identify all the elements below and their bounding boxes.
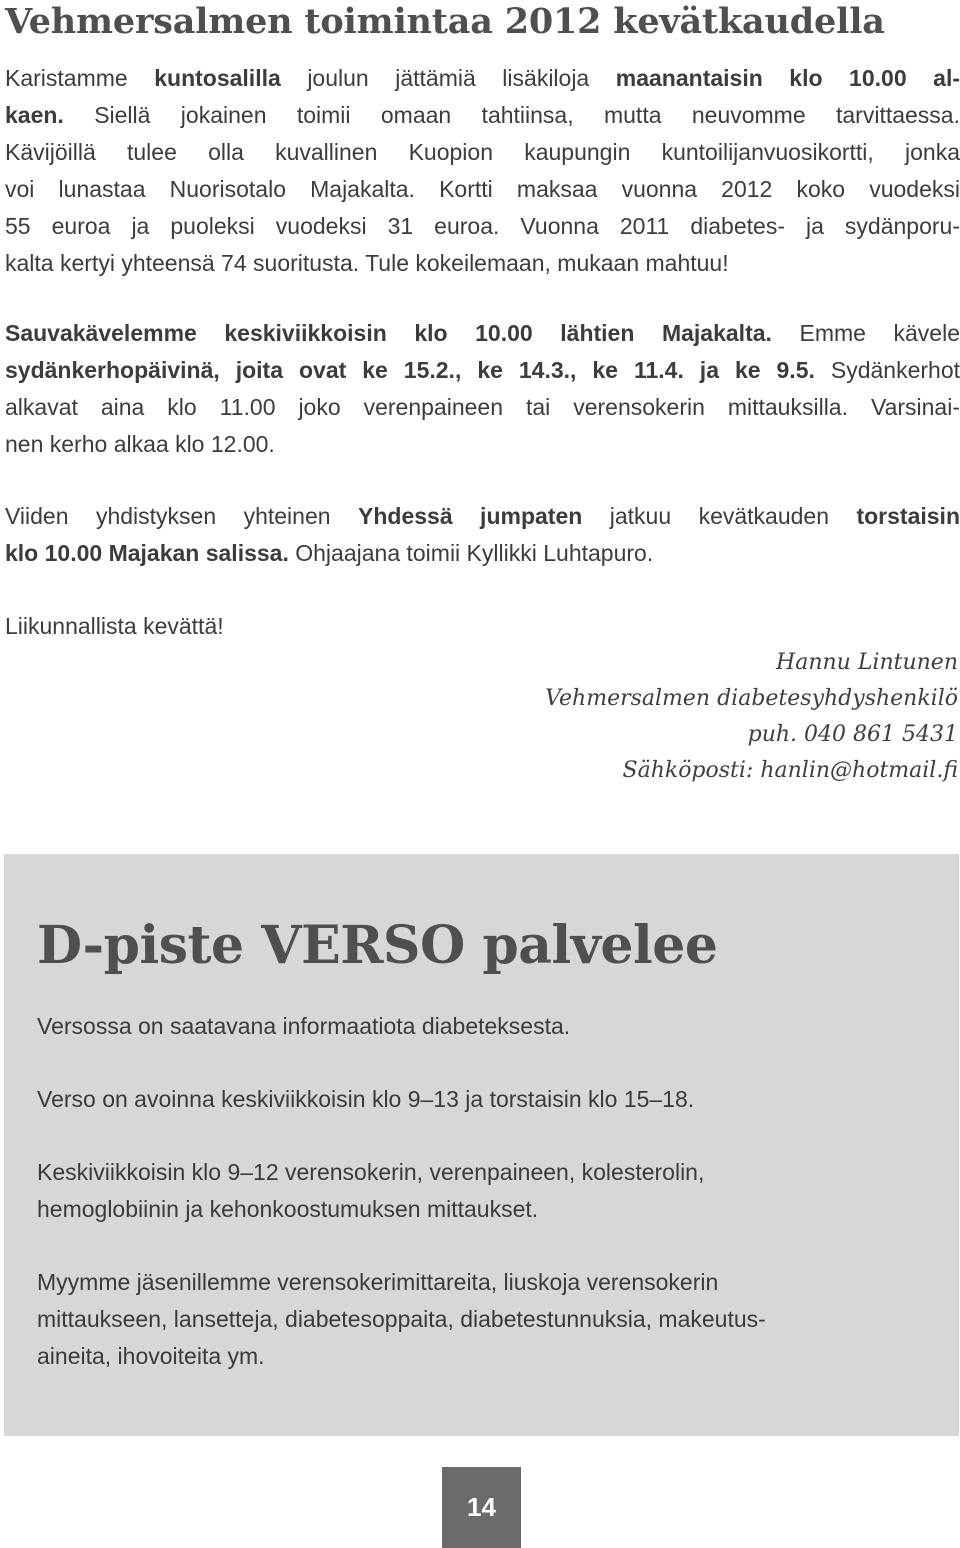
text-line: Myymme jäsenillemme verensokerimittareita, liuskoja verensokerin xyxy=(37,1269,719,1295)
text-line: Sauvakävelemme keskiviikkoisin klo 10.00 lähtien Majakalta. Emme kävele xyxy=(5,320,960,346)
paragraph-kuntosali xyxy=(5,60,960,282)
closing-greeting xyxy=(5,608,960,645)
text-line: klo 10.00 Majakan salissa. Ohjaajana toimii Kyllikki Luhtapuro. xyxy=(5,540,654,566)
text-line: mittaukseen, lansetteja, diabetesoppaita, diabetestunnuksia, makeutus- xyxy=(37,1306,766,1332)
box-paragraph xyxy=(37,1081,927,1118)
signature-email: Sähköposti: hanlin@hotmail.fi xyxy=(622,758,958,783)
text-line: Karistamme kuntosalilla joulun jättämiä lisäkiloja maanantaisin klo 10.00 al- xyxy=(5,65,960,91)
box-paragraph xyxy=(37,1264,927,1375)
text-line: kaen. Siellä jokainen toimii omaan tahtiinsa, mutta neuvomme tarvittaessa. xyxy=(5,102,960,128)
box-title: D-piste VERSO palvelee xyxy=(37,915,718,976)
article-title: Vehmersalmen toimintaa 2012 kevätkaudella xyxy=(5,1,885,42)
text-line: Keskiviikkoisin klo 9–12 verensokerin, verenpaineen, kolesterolin, xyxy=(37,1159,705,1185)
signature-phone: puh. 040 861 5431 xyxy=(747,722,958,747)
box-paragraph xyxy=(37,1154,927,1228)
text-line: Verso on avoinna keskiviikkoisin klo 9–13 ja torstaisin klo 15–18. xyxy=(37,1086,695,1112)
verso-info-box xyxy=(4,854,959,1436)
text-line: sydänkerhopäivinä, joita ovat ke 15.2., ke 14.3., ke 11.4. ja ke 9.5. Sydänkerhot xyxy=(5,357,960,383)
page-number: 14 xyxy=(442,1467,521,1548)
text-line: kalta kertyi yhteensä 74 suoritusta. Tule kokeilemaan, mukaan mahtuu! xyxy=(5,250,729,276)
greeting-text: Liikunnallista kevättä! xyxy=(5,613,224,639)
text-line: Kävijöillä tulee olla kuvallinen Kuopion kaupungin kuntoilijanvuosikortti, jonka xyxy=(5,139,960,165)
signature-name: Hannu Lintunen xyxy=(776,650,958,675)
paragraph-sauvakavely xyxy=(5,315,960,463)
text-line: aineita, ihovoiteita ym. xyxy=(37,1343,265,1369)
text-line: voi lunastaa Nuorisotalo Majakalta. Kortti maksaa vuonna 2012 koko vuodeksi xyxy=(5,176,960,202)
signature-block xyxy=(545,645,958,789)
text-line: Versossa on saatavana informaatiota diabeteksesta. xyxy=(37,1013,571,1039)
text-line: Viiden yhdistyksen yhteinen Yhdessä jumpaten jatkuu kevätkauden torstaisin xyxy=(5,503,960,529)
text-line: 55 euroa ja puoleksi vuodeksi 31 euroa. Vuonna 2011 diabetes- ja sydänporu- xyxy=(5,213,960,239)
text-line: alkavat aina klo 11.00 joko verenpaineen tai verensokerin mittauksilla. Varsinai- xyxy=(5,394,960,420)
text-line: nen kerho alkaa klo 12.00. xyxy=(5,431,275,457)
paragraph-jumppa xyxy=(5,498,960,572)
text-line: hemoglobiinin ja kehonkoostumuksen mittaukset. xyxy=(37,1196,539,1222)
signature-role: Vehmersalmen diabetesyhdyshenkilö xyxy=(545,686,958,711)
box-paragraph xyxy=(37,1008,927,1045)
